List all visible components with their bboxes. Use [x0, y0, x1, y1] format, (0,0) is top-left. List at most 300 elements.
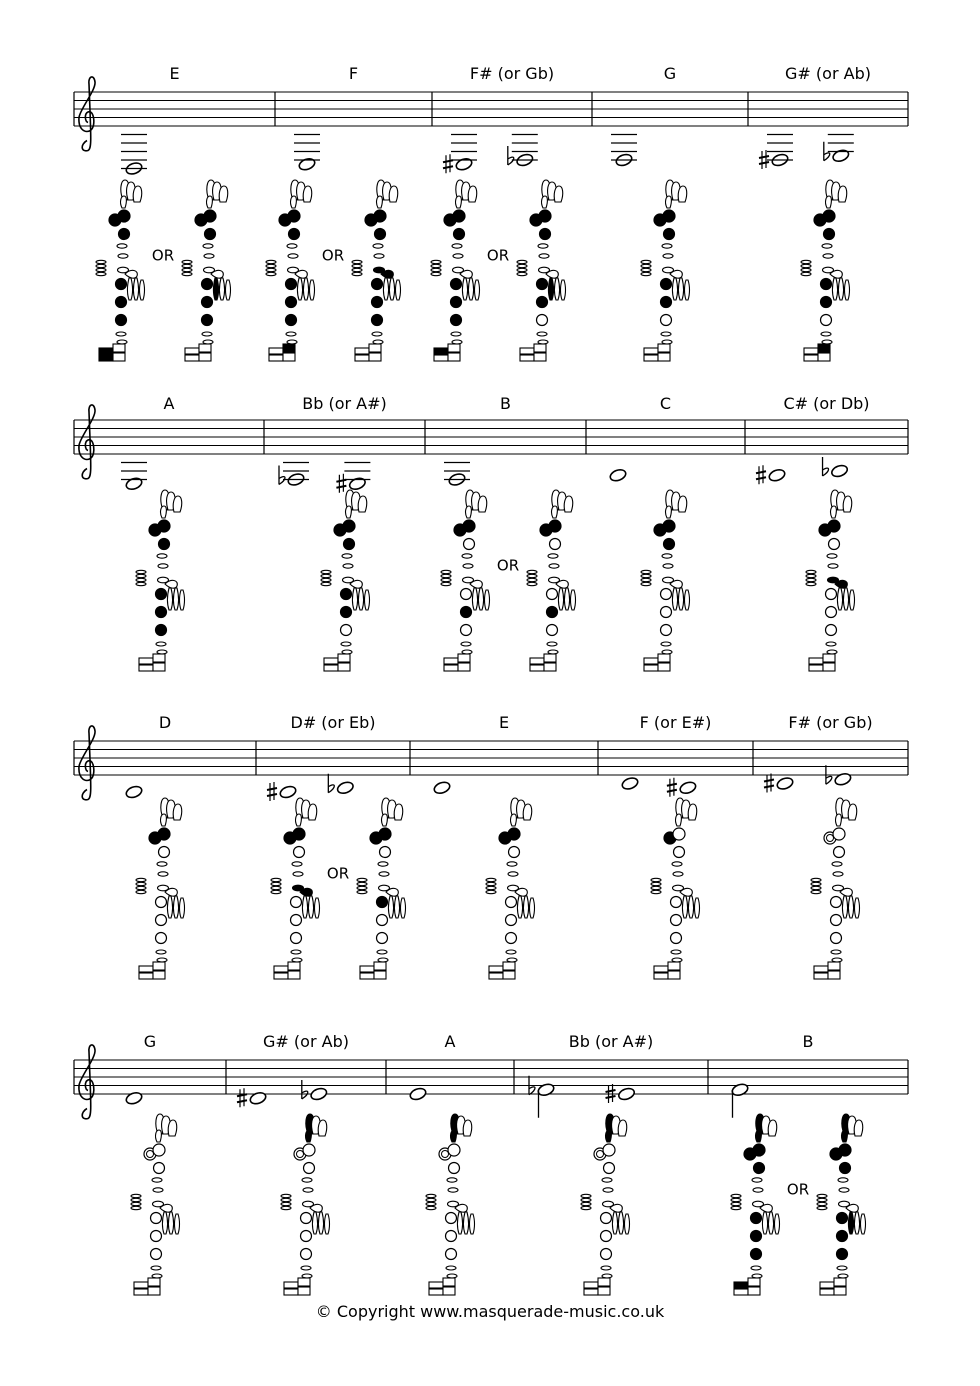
tone-hole	[829, 539, 840, 550]
fingering-diagram	[130, 1112, 190, 1302]
half-note	[776, 776, 794, 791]
tone-hole	[661, 315, 672, 326]
half-note	[828, 135, 854, 164]
little-finger-key-icon	[99, 355, 113, 361]
tone-hole	[341, 589, 352, 600]
fingering-diagram	[440, 488, 500, 678]
note-name-label: G	[663, 64, 677, 83]
note-name-label: C# (or Db)	[783, 394, 870, 413]
tone-hole	[671, 933, 682, 944]
tone-hole	[454, 229, 465, 240]
tone-hole	[202, 279, 213, 290]
little-finger-key-icon	[153, 654, 165, 662]
tone-hole	[837, 1231, 848, 1242]
half-note	[125, 1091, 143, 1106]
copyright-footer: © Copyright www.masquerade-music.co.uk	[315, 1302, 665, 1321]
treble-clef-icon	[79, 77, 95, 151]
half-note	[433, 780, 451, 795]
or-label: OR	[786, 1180, 810, 1199]
little-finger-key-icon	[658, 654, 670, 662]
little-finger-key-icon	[584, 1289, 598, 1295]
treble-clef-icon	[79, 405, 95, 479]
tone-hole	[831, 933, 842, 944]
half-note	[283, 463, 309, 487]
tone-hole	[151, 1249, 162, 1260]
little-finger-key-icon	[185, 355, 199, 361]
little-finger-key-icon	[360, 966, 374, 972]
fingering-diagram	[351, 178, 411, 368]
tone-hole	[286, 279, 297, 290]
tone-hole	[821, 315, 832, 326]
tone-hole	[289, 229, 300, 240]
tone-hole	[661, 589, 672, 600]
tone-hole	[374, 210, 386, 222]
note-name-label: F# (or Gb)	[469, 64, 555, 83]
tone-hole	[343, 520, 355, 532]
little-finger-key-icon	[139, 966, 153, 972]
fingering-diagram	[280, 1112, 340, 1302]
tone-hole	[451, 297, 462, 308]
little-finger-key-icon	[534, 353, 546, 361]
little-finger-key-icon	[534, 344, 546, 352]
little-finger-key-icon	[814, 966, 828, 972]
little-finger-key-icon	[369, 344, 381, 352]
little-finger-key-icon	[820, 1282, 834, 1288]
tone-hole	[158, 828, 170, 840]
little-finger-key-icon	[374, 962, 386, 970]
tone-hole	[671, 897, 682, 908]
little-finger-key-icon	[434, 348, 448, 354]
little-finger-key-icon	[355, 355, 369, 361]
sharp-icon	[443, 154, 453, 173]
little-finger-key-icon	[809, 658, 823, 664]
tone-hole	[601, 1249, 612, 1260]
little-finger-key-icon	[429, 1289, 443, 1295]
little-finger-key-icon	[734, 1289, 748, 1295]
little-finger-key-icon	[503, 971, 515, 979]
little-finger-key-icon	[338, 663, 350, 671]
note-name-label: B	[802, 1032, 814, 1051]
little-finger-key-icon	[654, 973, 668, 979]
tone-hole	[837, 1213, 848, 1224]
tone-hole	[547, 589, 558, 600]
tone-hole	[821, 279, 832, 290]
little-finger-key-icon	[668, 971, 680, 979]
little-finger-key-icon	[834, 1278, 846, 1286]
little-finger-key-icon	[489, 966, 503, 972]
tone-hole	[372, 279, 383, 290]
tone-hole	[446, 1249, 457, 1260]
little-finger-key-icon	[834, 1287, 846, 1295]
little-finger-key-icon	[818, 353, 830, 361]
fingering-diagram	[95, 178, 155, 368]
half-note	[767, 135, 793, 168]
fingering-diagram	[640, 488, 700, 678]
tone-hole	[451, 315, 462, 326]
half-note	[834, 772, 852, 787]
fingering-diagram	[526, 488, 586, 678]
half-note	[249, 1091, 267, 1106]
little-finger-key-icon	[804, 355, 818, 361]
little-finger-key-icon	[139, 973, 153, 979]
half-note	[121, 135, 147, 176]
half-note	[621, 776, 639, 791]
tone-hole	[377, 897, 388, 908]
tone-hole	[448, 1144, 460, 1156]
little-finger-key-icon	[658, 344, 670, 352]
tone-hole	[661, 279, 672, 290]
note-name-label: G# (or Ab)	[263, 1032, 349, 1051]
little-finger-key-icon	[444, 665, 458, 671]
little-finger-key-icon	[288, 971, 300, 979]
little-finger-key-icon	[448, 344, 460, 352]
little-finger-key-icon	[324, 665, 338, 671]
tone-hole	[286, 315, 297, 326]
tone-hole	[291, 933, 302, 944]
little-finger-key-icon	[804, 348, 818, 354]
tone-hole	[603, 1144, 615, 1156]
tone-hole	[537, 297, 548, 308]
tone-hole	[156, 589, 167, 600]
tone-hole	[839, 1144, 851, 1156]
tone-hole	[293, 828, 305, 840]
tone-hole	[831, 915, 842, 926]
little-finger-key-icon	[99, 348, 113, 354]
note-name-label: C	[659, 394, 672, 413]
tone-hole	[540, 229, 551, 240]
tone-hole	[509, 847, 520, 858]
tone-hole	[663, 520, 675, 532]
fingering-diagram	[356, 796, 416, 986]
half-note	[336, 780, 354, 795]
tone-hole	[833, 828, 845, 840]
half-note	[451, 135, 477, 172]
fingering-diagram	[816, 1112, 876, 1302]
half-note	[830, 464, 848, 479]
little-finger-key-icon	[823, 654, 835, 662]
tone-hole	[151, 1231, 162, 1242]
tone-hole	[506, 915, 517, 926]
half-note	[537, 1082, 555, 1117]
fingering-diagram	[430, 178, 490, 368]
tone-hole	[344, 539, 355, 550]
little-finger-key-icon	[448, 353, 460, 361]
tone-hole	[301, 1231, 312, 1242]
tone-hole	[377, 915, 388, 926]
half-note	[611, 135, 637, 168]
little-finger-key-icon	[818, 344, 830, 352]
tone-hole	[341, 625, 352, 636]
little-finger-key-icon	[360, 973, 374, 979]
half-note	[512, 135, 538, 168]
sharp-icon	[667, 778, 677, 797]
tone-hole	[301, 1213, 312, 1224]
sharp-icon	[237, 1088, 247, 1107]
little-finger-key-icon	[153, 971, 165, 979]
little-finger-key-icon	[668, 962, 680, 970]
note-name-label: Bb (or A#)	[568, 1032, 654, 1051]
little-finger-key-icon	[369, 353, 381, 361]
little-finger-key-icon	[828, 962, 840, 970]
tone-hole	[751, 1249, 762, 1260]
tone-hole	[377, 933, 388, 944]
tone-hole	[154, 1163, 165, 1174]
tone-hole	[537, 279, 548, 290]
fingering-diagram	[135, 488, 195, 678]
fingering-diagram	[640, 178, 700, 368]
little-finger-key-icon	[274, 973, 288, 979]
little-finger-key-icon	[269, 348, 283, 354]
tone-hole	[202, 297, 213, 308]
fingering-diagram	[270, 796, 330, 986]
tone-hole	[661, 607, 672, 618]
tone-hole	[550, 539, 561, 550]
note-name-label: A	[163, 394, 175, 413]
little-finger-key-icon	[444, 658, 458, 664]
note-name-label: Bb (or A#)	[302, 394, 387, 413]
note-name-label: F (or E#)	[639, 713, 712, 732]
note-name-label: E	[169, 64, 180, 83]
tone-hole	[664, 229, 675, 240]
little-finger-key-icon	[644, 658, 658, 664]
tone-hole	[118, 210, 130, 222]
tone-hole	[156, 915, 167, 926]
fingering-diagram	[320, 488, 380, 678]
tone-hole	[828, 520, 840, 532]
flat-icon	[279, 466, 285, 485]
tone-hole	[751, 1231, 762, 1242]
tone-hole	[461, 625, 472, 636]
little-finger-key-icon	[374, 971, 386, 979]
little-finger-key-icon	[458, 654, 470, 662]
tone-hole	[202, 315, 213, 326]
little-finger-key-icon	[809, 665, 823, 671]
treble-clef-icon	[79, 726, 95, 800]
little-finger-key-icon	[530, 658, 544, 664]
tone-hole	[674, 847, 685, 858]
tone-hole	[506, 897, 517, 908]
little-finger-key-icon	[148, 1287, 160, 1295]
little-finger-key-icon	[429, 1282, 443, 1288]
little-finger-key-icon	[823, 663, 835, 671]
note-name-label: D# (or Eb)	[290, 713, 376, 732]
flat-icon	[328, 774, 334, 793]
tone-hole	[537, 315, 548, 326]
tone-hole	[159, 539, 170, 550]
half-note	[409, 1087, 427, 1102]
little-finger-key-icon	[654, 966, 668, 972]
note-name-label: D	[158, 713, 172, 732]
flat-icon	[823, 457, 829, 476]
little-finger-key-icon	[520, 355, 534, 361]
little-finger-key-icon	[113, 344, 125, 352]
tone-hole	[751, 1213, 762, 1224]
fingering-diagram	[650, 796, 710, 986]
tone-hole	[446, 1213, 457, 1224]
half-note	[768, 468, 786, 483]
tone-hole	[601, 1231, 612, 1242]
tone-hole	[380, 847, 391, 858]
half-note	[609, 468, 627, 483]
little-finger-key-icon	[298, 1278, 310, 1286]
tone-hole	[453, 210, 465, 222]
tone-hole	[446, 1231, 457, 1242]
tone-hole	[151, 1213, 162, 1224]
little-finger-key-icon	[443, 1278, 455, 1286]
tone-hole	[291, 915, 302, 926]
tone-hole	[821, 297, 832, 308]
tone-hole	[826, 607, 837, 618]
tone-hole	[823, 210, 835, 222]
tone-hole	[116, 279, 127, 290]
little-finger-key-icon	[274, 966, 288, 972]
little-finger-key-icon	[288, 962, 300, 970]
little-finger-key-icon	[544, 663, 556, 671]
fingering-diagram	[265, 178, 325, 368]
tone-hole	[156, 625, 167, 636]
tone-hole	[840, 1163, 851, 1174]
tone-hole	[153, 1144, 165, 1156]
tone-hole	[753, 1144, 765, 1156]
fingering-diagram	[181, 178, 241, 368]
little-finger-key-icon	[658, 353, 670, 361]
tone-hole	[291, 897, 302, 908]
little-finger-key-icon	[199, 353, 211, 361]
little-finger-key-icon	[134, 1282, 148, 1288]
little-finger-key-icon	[598, 1278, 610, 1286]
little-finger-key-icon	[324, 658, 338, 664]
little-finger-key-icon	[598, 1287, 610, 1295]
fingering-diagram	[800, 178, 860, 368]
tone-hole	[664, 539, 675, 550]
half-note	[344, 463, 370, 492]
little-finger-key-icon	[458, 663, 470, 671]
little-finger-key-icon	[284, 1282, 298, 1288]
tone-hole	[304, 1163, 315, 1174]
little-finger-key-icon	[734, 1282, 748, 1288]
or-label: OR	[486, 246, 510, 265]
sharp-icon	[756, 465, 766, 484]
tone-hole	[461, 607, 472, 618]
tone-hole	[663, 210, 675, 222]
little-finger-key-icon	[828, 971, 840, 979]
tone-hole	[826, 589, 837, 600]
tone-hole	[341, 607, 352, 618]
flat-icon	[508, 146, 514, 165]
tone-hole	[301, 1249, 312, 1260]
tone-hole	[539, 210, 551, 222]
little-finger-key-icon	[148, 1278, 160, 1286]
fingering-diagram	[516, 178, 576, 368]
half-note	[617, 1087, 635, 1102]
half-note	[444, 463, 470, 487]
tone-hole	[834, 847, 845, 858]
tone-hole	[205, 229, 216, 240]
little-finger-key-icon	[814, 973, 828, 979]
flat-icon	[302, 1080, 308, 1099]
fingering-diagram	[805, 488, 865, 678]
little-finger-key-icon	[153, 962, 165, 970]
tone-hole	[549, 520, 561, 532]
little-finger-key-icon	[530, 665, 544, 671]
fingering-diagram	[425, 1112, 485, 1302]
little-finger-key-icon	[520, 348, 534, 354]
tone-hole	[464, 539, 475, 550]
note-name-label: E	[498, 713, 510, 732]
tone-hole	[288, 210, 300, 222]
tone-hole	[204, 210, 216, 222]
note-name-label: F	[348, 64, 359, 83]
tone-hole	[372, 297, 383, 308]
or-label: OR	[321, 246, 345, 265]
fingering-diagram	[580, 1112, 640, 1302]
little-finger-key-icon	[443, 1287, 455, 1295]
tone-hole	[661, 297, 672, 308]
tone-hole	[156, 933, 167, 944]
tone-hole	[661, 625, 672, 636]
little-finger-key-icon	[503, 962, 515, 970]
tone-hole	[673, 828, 685, 840]
little-finger-key-icon	[658, 663, 670, 671]
half-note	[294, 135, 320, 172]
little-finger-key-icon	[185, 348, 199, 354]
little-finger-key-icon	[283, 344, 295, 352]
little-finger-key-icon	[284, 1289, 298, 1295]
sharp-icon	[764, 774, 774, 793]
tone-hole	[286, 297, 297, 308]
little-finger-key-icon	[434, 355, 448, 361]
tone-hole	[116, 315, 127, 326]
fingering-diagram	[485, 796, 545, 986]
tone-hole	[375, 229, 386, 240]
half-note	[310, 1087, 328, 1102]
little-finger-key-icon	[748, 1278, 760, 1286]
tone-hole	[294, 847, 305, 858]
or-label: OR	[496, 556, 520, 575]
little-finger-key-icon	[269, 355, 283, 361]
fingering-diagram	[730, 1112, 790, 1302]
note-name-label: A	[444, 1032, 456, 1051]
tone-hole	[158, 520, 170, 532]
note-name-label: G# (or Ab)	[785, 64, 871, 83]
little-finger-key-icon	[644, 665, 658, 671]
little-finger-key-icon	[355, 348, 369, 354]
tone-hole	[837, 1249, 848, 1260]
little-finger-key-icon	[644, 348, 658, 354]
little-finger-key-icon	[584, 1282, 598, 1288]
tone-hole	[826, 625, 837, 636]
tone-hole	[506, 933, 517, 944]
little-finger-key-icon	[748, 1287, 760, 1295]
half-note	[121, 463, 147, 492]
little-finger-key-icon	[139, 658, 153, 664]
note-name-label: F# (or Gb)	[788, 713, 873, 732]
tone-hole	[601, 1213, 612, 1224]
little-finger-key-icon	[199, 344, 211, 352]
tone-hole	[303, 1144, 315, 1156]
little-finger-key-icon	[153, 663, 165, 671]
tone-hole	[508, 828, 520, 840]
or-label: OR	[151, 246, 175, 265]
little-finger-key-icon	[134, 1289, 148, 1295]
little-finger-key-icon	[113, 353, 125, 361]
tone-hole	[831, 897, 842, 908]
tone-hole	[547, 607, 558, 618]
little-finger-key-icon	[298, 1287, 310, 1295]
treble-clef-icon	[79, 1045, 95, 1119]
half-note	[679, 780, 697, 795]
note-name-label: G	[143, 1032, 157, 1051]
